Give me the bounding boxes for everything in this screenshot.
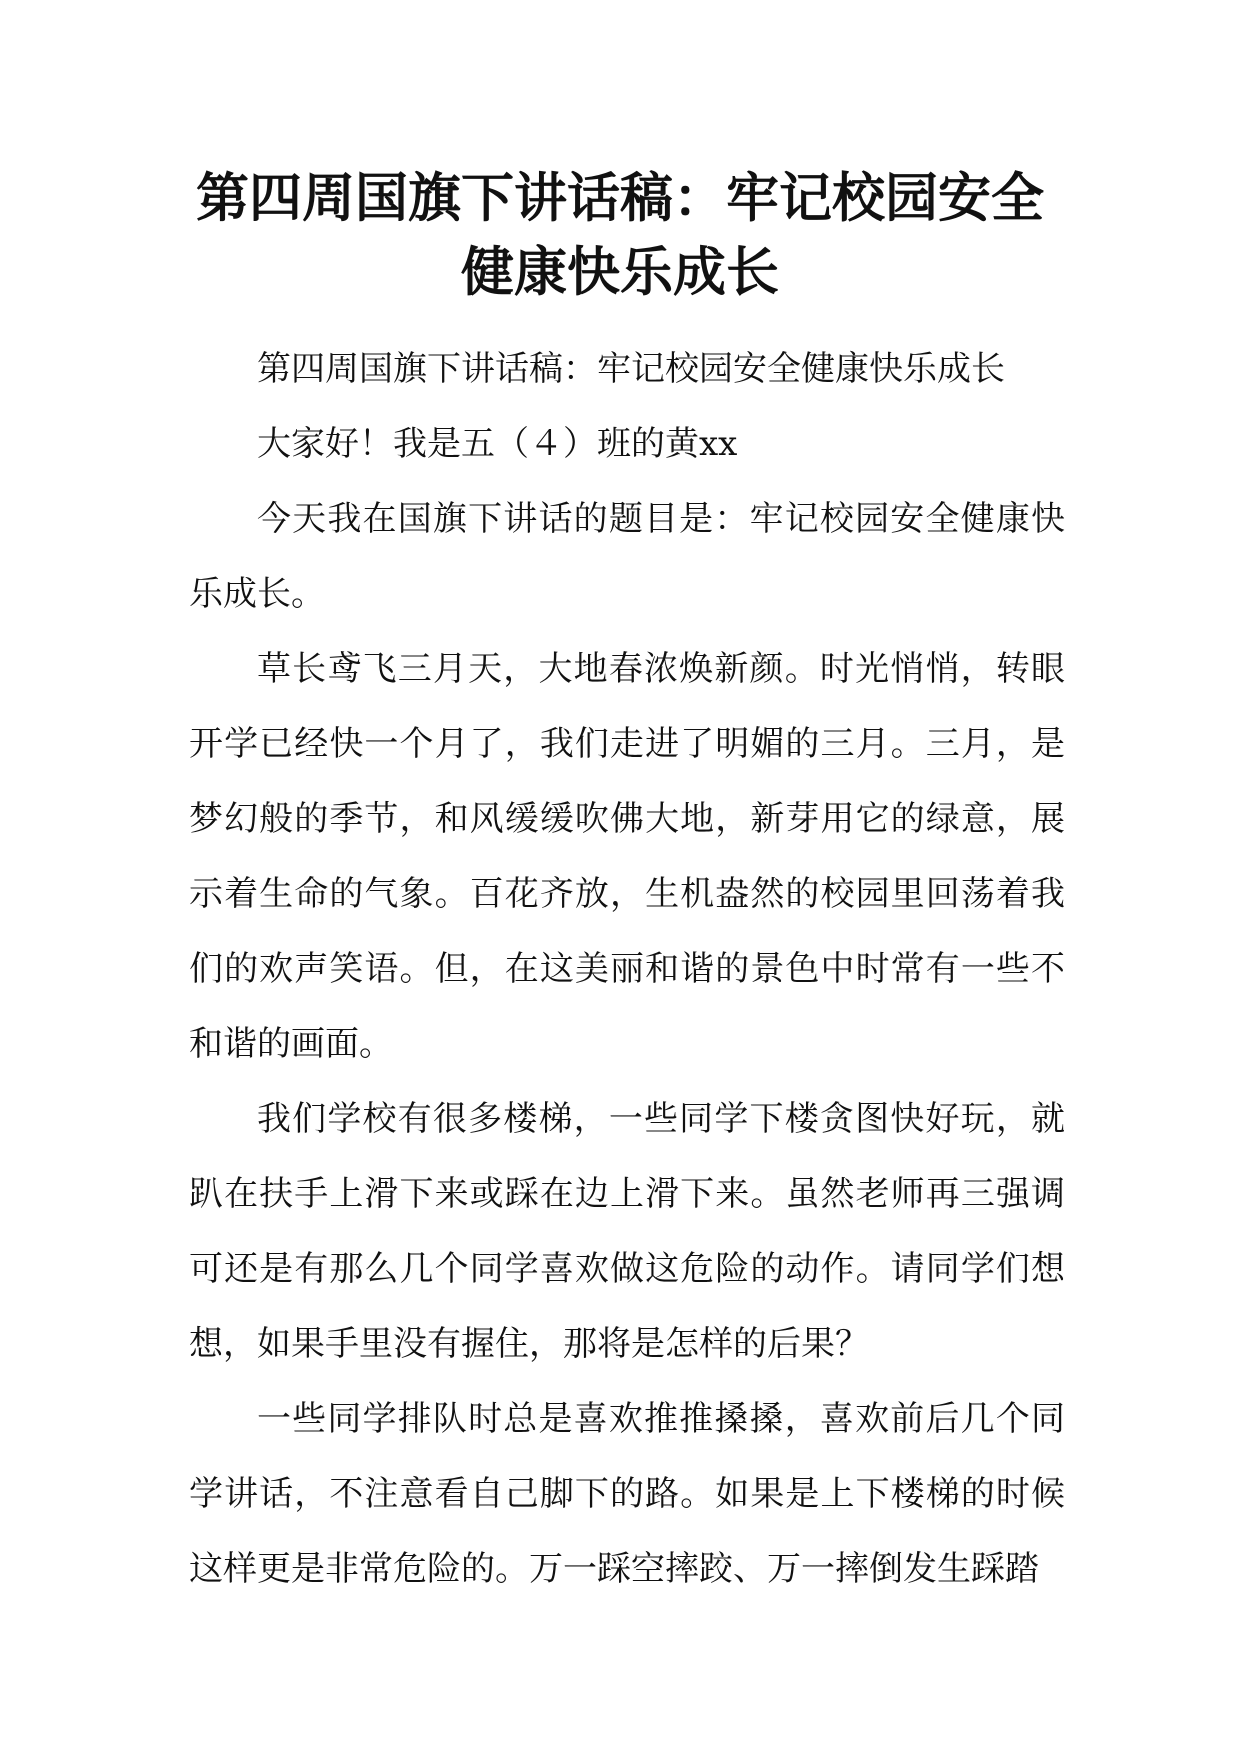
- paragraph-subtitle: 第四周国旗下讲话稿：牢记校园安全健康快乐成长: [257, 349, 1005, 389]
- document-title-line-2: 健康快乐成长: [461, 241, 779, 303]
- paragraph-topic: 今天我在国旗下讲话的题目是：牢记校园安全健康快乐成长。: [189, 499, 1065, 614]
- document-body: [189, 332, 1065, 1607]
- document-title-line-1: 第四周国旗下讲话稿：牢记校园安全: [196, 167, 1044, 229]
- paragraph-stairs: 我们学校有很多楼梯，一些同学下楼贪图快好玩，就趴在扶手上滑下来或踩在边上滑下来。虽然老师再三强调可还是有那么几个同学喜欢做这危险的动作。请同学们想想，如果手里没有握住，那将是怎样的后果？: [189, 1099, 1065, 1364]
- paragraph-greeting: 大家好！我是五（４）班的黄xx: [257, 424, 738, 464]
- paragraph-queue: 一些同学排队时总是喜欢推推搡搡，喜欢前后几个同学讲话，不注意看自己脚下的路。如果是上下楼梯的时候这样更是非常危险的。万一踩空摔跤、万一摔倒发生踩踏: [189, 1399, 1065, 1589]
- paragraph-spring: 草长鸢飞三月天，大地春浓焕新颜。时光悄悄，转眼开学已经快一个月了，我们走进了明媚的三月。三月，是梦幻般的季节，和风缓缓吹佛大地，新芽用它的绿意，展示着生命的气象。百花齐放，生机盎然的校园里回荡着我们的欢声笑语。但，在这美丽和谐的景色中时常有一些不和谐的画面。: [189, 649, 1065, 1064]
